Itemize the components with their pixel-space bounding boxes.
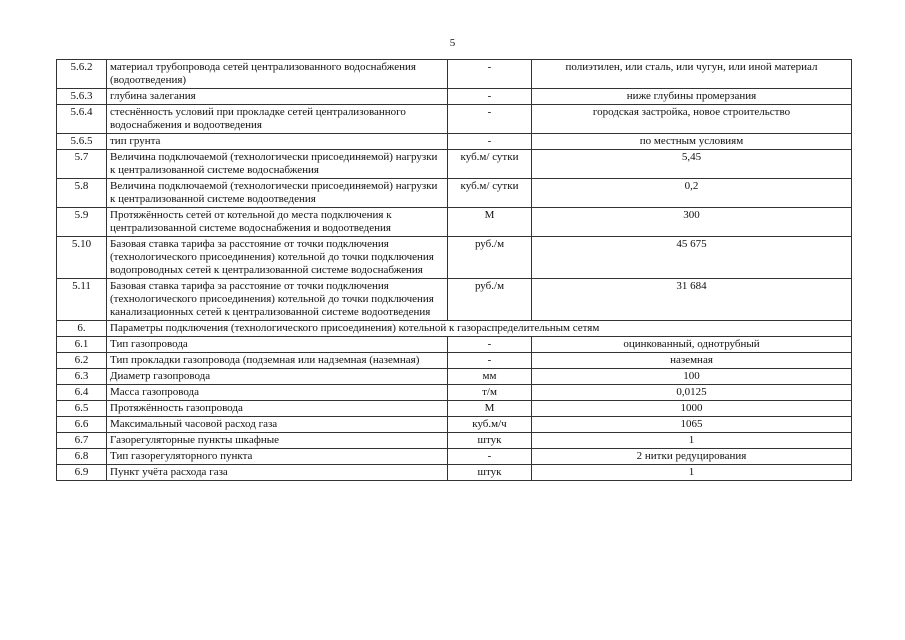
- row-value: по местным условиям: [532, 134, 852, 150]
- section-title: Параметры подключения (технологического присоединения) котельной к газораспределительным сетям: [107, 321, 852, 337]
- row-parameter: Величина подключаемой (технологически присоединяемой) нагрузки к централизованной системе водоснабжения: [107, 150, 448, 179]
- row-value: городская застройка, новое строительство: [532, 105, 852, 134]
- table-row: [57, 105, 852, 134]
- row-number: 5.6.2: [57, 60, 107, 89]
- row-value: ниже глубины промерзания: [532, 89, 852, 105]
- table-row: [57, 417, 852, 433]
- row-number: 6.6: [57, 417, 107, 433]
- table-row: [57, 60, 852, 89]
- row-number: 5.11: [57, 279, 107, 321]
- row-unit: мм: [448, 369, 532, 385]
- table-row: [57, 385, 852, 401]
- table-row: [57, 179, 852, 208]
- row-value: оцинкованный, однотрубный: [532, 337, 852, 353]
- parameters-table: [56, 59, 852, 481]
- parameters-table-body: [57, 60, 852, 481]
- row-unit: штук: [448, 433, 532, 449]
- table-row: [57, 369, 852, 385]
- section-header-row: [57, 321, 852, 337]
- row-value: 100: [532, 369, 852, 385]
- row-number: 5.6.3: [57, 89, 107, 105]
- table-row: [57, 337, 852, 353]
- page-number: 5: [449, 37, 456, 49]
- row-value: 1: [532, 433, 852, 449]
- row-parameter: Тип газопровода: [107, 337, 448, 353]
- row-parameter: Величина подключаемой (технологически присоединяемой) нагрузки к централизованной системе водоотведения: [107, 179, 448, 208]
- row-number: 6.2: [57, 353, 107, 369]
- row-number: 6.9: [57, 465, 107, 481]
- row-parameter: Диаметр газопровода: [107, 369, 448, 385]
- row-unit: куб.м/ч: [448, 417, 532, 433]
- row-value: 1: [532, 465, 852, 481]
- row-unit: -: [448, 337, 532, 353]
- table-row: [57, 208, 852, 237]
- row-parameter: тип грунта: [107, 134, 448, 150]
- row-number: 5.10: [57, 237, 107, 279]
- row-unit: М: [448, 208, 532, 237]
- row-number: 6.1: [57, 337, 107, 353]
- row-value: 31 684: [532, 279, 852, 321]
- section-number: 6.: [57, 321, 107, 337]
- row-number: 5.6.5: [57, 134, 107, 150]
- row-parameter: материал трубопровода сетей централизованного водоснабжения (водоотведения): [107, 60, 448, 89]
- table-row: [57, 134, 852, 150]
- row-number: 6.3: [57, 369, 107, 385]
- row-value: наземная: [532, 353, 852, 369]
- row-unit: штук: [448, 465, 532, 481]
- row-number: 6.7: [57, 433, 107, 449]
- row-parameter: Базовая ставка тарифа за расстояние от точки подключения (технологического присоединения) котельной до точки подключения канализационных сетей к централизованной системе водоотведения: [107, 279, 448, 321]
- row-parameter: Газорегуляторные пункты шкафные: [107, 433, 448, 449]
- row-parameter: Протяжённость газопровода: [107, 401, 448, 417]
- row-number: 5.6.4: [57, 105, 107, 134]
- row-number: 6.5: [57, 401, 107, 417]
- row-value: 1065: [532, 417, 852, 433]
- row-value: 300: [532, 208, 852, 237]
- row-value: 1000: [532, 401, 852, 417]
- row-value: 5,45: [532, 150, 852, 179]
- row-value: 45 675: [532, 237, 852, 279]
- table-row: [57, 353, 852, 369]
- row-value: полиэтилен, или сталь, или чугун, или иной материал: [532, 60, 852, 89]
- row-unit: т/м: [448, 385, 532, 401]
- row-parameter: Базовая ставка тарифа за расстояние от точки подключения (технологического присоединения) котельной до точки подключения водопроводных сетей к централизованной системе водоснабжения: [107, 237, 448, 279]
- row-unit: -: [448, 449, 532, 465]
- row-unit: руб./м: [448, 279, 532, 321]
- table-row: [57, 449, 852, 465]
- row-unit: -: [448, 89, 532, 105]
- row-parameter: Пункт учёта расхода газа: [107, 465, 448, 481]
- row-unit: -: [448, 105, 532, 134]
- row-number: 6.8: [57, 449, 107, 465]
- row-unit: -: [448, 134, 532, 150]
- row-number: 5.7: [57, 150, 107, 179]
- row-number: 5.9: [57, 208, 107, 237]
- row-parameter: Тип прокладки газопровода (подземная или надземная (наземная): [107, 353, 448, 369]
- table-row: [57, 237, 852, 279]
- row-parameter: Максимальный часовой расход газа: [107, 417, 448, 433]
- table-row: [57, 279, 852, 321]
- row-value: 2 нитки редуцирования: [532, 449, 852, 465]
- row-parameter: Тип газорегуляторного пункта: [107, 449, 448, 465]
- table-row: [57, 89, 852, 105]
- row-unit: -: [448, 353, 532, 369]
- row-parameter: Протяжённость сетей от котельной до места подключения к централизованной системе водоснабжения и водоотведения: [107, 208, 448, 237]
- table-row: [57, 401, 852, 417]
- row-parameter: стеснённость условий при прокладке сетей централизованного водоснабжения и водоотведения: [107, 105, 448, 134]
- row-unit: -: [448, 60, 532, 89]
- row-unit: руб./м: [448, 237, 532, 279]
- table-row: [57, 150, 852, 179]
- row-number: 6.4: [57, 385, 107, 401]
- row-value: 0,0125: [532, 385, 852, 401]
- row-parameter: глубина залегания: [107, 89, 448, 105]
- row-unit: куб.м/ сутки: [448, 179, 532, 208]
- row-value: 0,2: [532, 179, 852, 208]
- row-unit: куб.м/ сутки: [448, 150, 532, 179]
- row-unit: М: [448, 401, 532, 417]
- table-row: [57, 433, 852, 449]
- row-parameter: Масса газопровода: [107, 385, 448, 401]
- row-number: 5.8: [57, 179, 107, 208]
- table-row: [57, 465, 852, 481]
